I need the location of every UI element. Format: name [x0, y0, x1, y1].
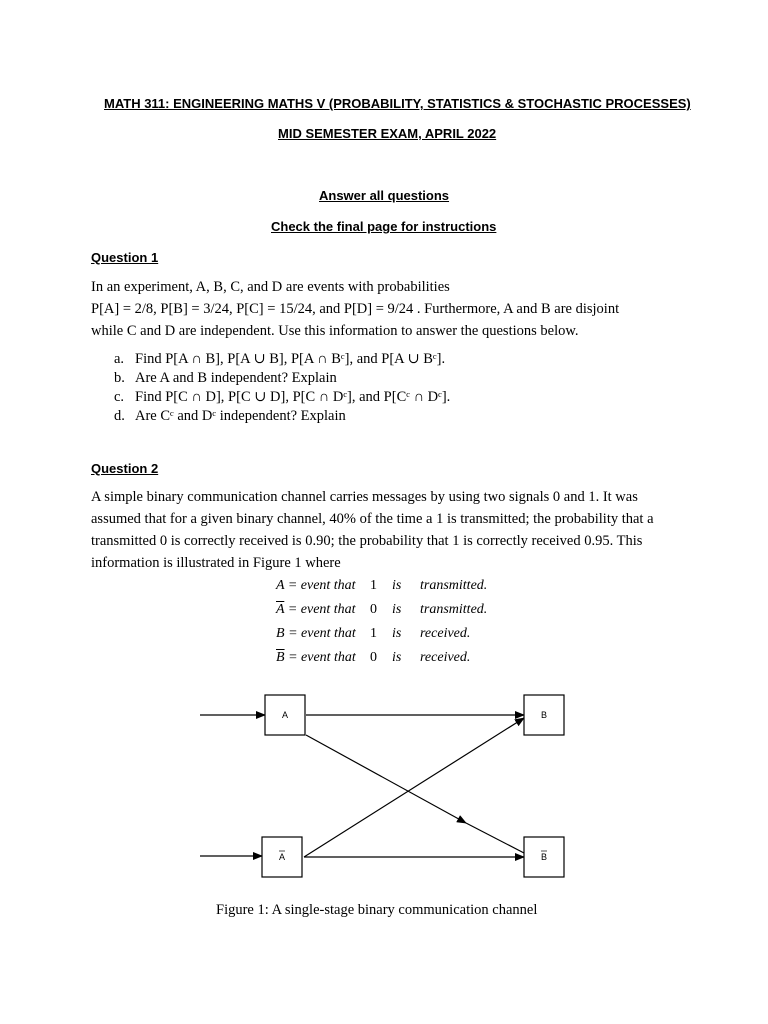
instruction-answer-all: Answer all questions	[319, 188, 450, 203]
q2-intro-line-2: assumed that for a given binary channel, 40% of the time a 1 is transmitted; the probability that a	[91, 511, 654, 527]
box-a-label: A	[281, 710, 289, 720]
q1-intro-line-1: In an experiment, A, B, C, and D are events with probabilities	[91, 279, 450, 295]
box-abar-label: A	[278, 852, 286, 862]
q1-item-c: c. Find P[C ∩ D], P[C ∪ D], P[C ∩ Dᶜ], and P[Cᶜ ∩ Dᶜ].	[114, 389, 451, 405]
channel-a-to-bbar-arrow	[306, 735, 466, 823]
q1-item-d: d. Are Cᶜ and Dᶜ independent? Explain	[114, 408, 346, 424]
q2-intro-line-1: A simple binary communication channel carries messages by using two signals 0 and 1. It was	[91, 489, 638, 505]
event-def-b: B = event that 1 is received.	[276, 626, 471, 641]
channel-a-to-bbar-tail	[466, 823, 524, 853]
q1-item-b: b. Are A and B independent? Explain	[114, 370, 337, 386]
event-def-a: A = event that 1 is transmitted.	[276, 578, 488, 593]
exam-subtitle: MID SEMESTER EXAM, APRIL 2022	[278, 126, 497, 141]
q2-intro-line-4: information is illustrated in Figure 1 where	[91, 555, 341, 571]
q2-intro-line-3: transmitted 0 is correctly received is 0.90; the probability that 1 is correctly received 0.95. This	[91, 533, 643, 549]
figure-caption: Figure 1: A single-stage binary communication channel	[216, 902, 538, 918]
q1-item-a: a. Find P[A ∩ B], P[A ∪ B], P[A ∩ Bᶜ], and P[A ∪ Bᶜ].	[114, 351, 446, 367]
instruction-final-page: Check the final page for instructions	[271, 219, 497, 234]
exam-title: MATH 311: ENGINEERING MATHS V (PROBABILITY, STATISTICS & STOCHASTIC PROCESSES)	[104, 96, 691, 111]
event-def-bbar: $\overline{B}$ = event that 0 is received.	[276, 650, 471, 665]
q1-intro-line-2: P[A] = 2/8, P[B] = 3/24, P[C] = 15/24, and P[D] = 9/24 . Furthermore, A and B are disjoint	[91, 301, 620, 317]
event-def-abar: $\overline{A}$ = event that 0 is transmitted.	[276, 602, 488, 617]
box-b-label: B	[540, 710, 548, 720]
q1-intro-line-3: while C and D are independent. Use this information to answer the questions below.	[91, 323, 579, 339]
question-2-heading: Question 2	[91, 461, 159, 476]
box-bbar-label: B	[540, 852, 548, 862]
question-1-heading: Question 1	[91, 250, 159, 265]
